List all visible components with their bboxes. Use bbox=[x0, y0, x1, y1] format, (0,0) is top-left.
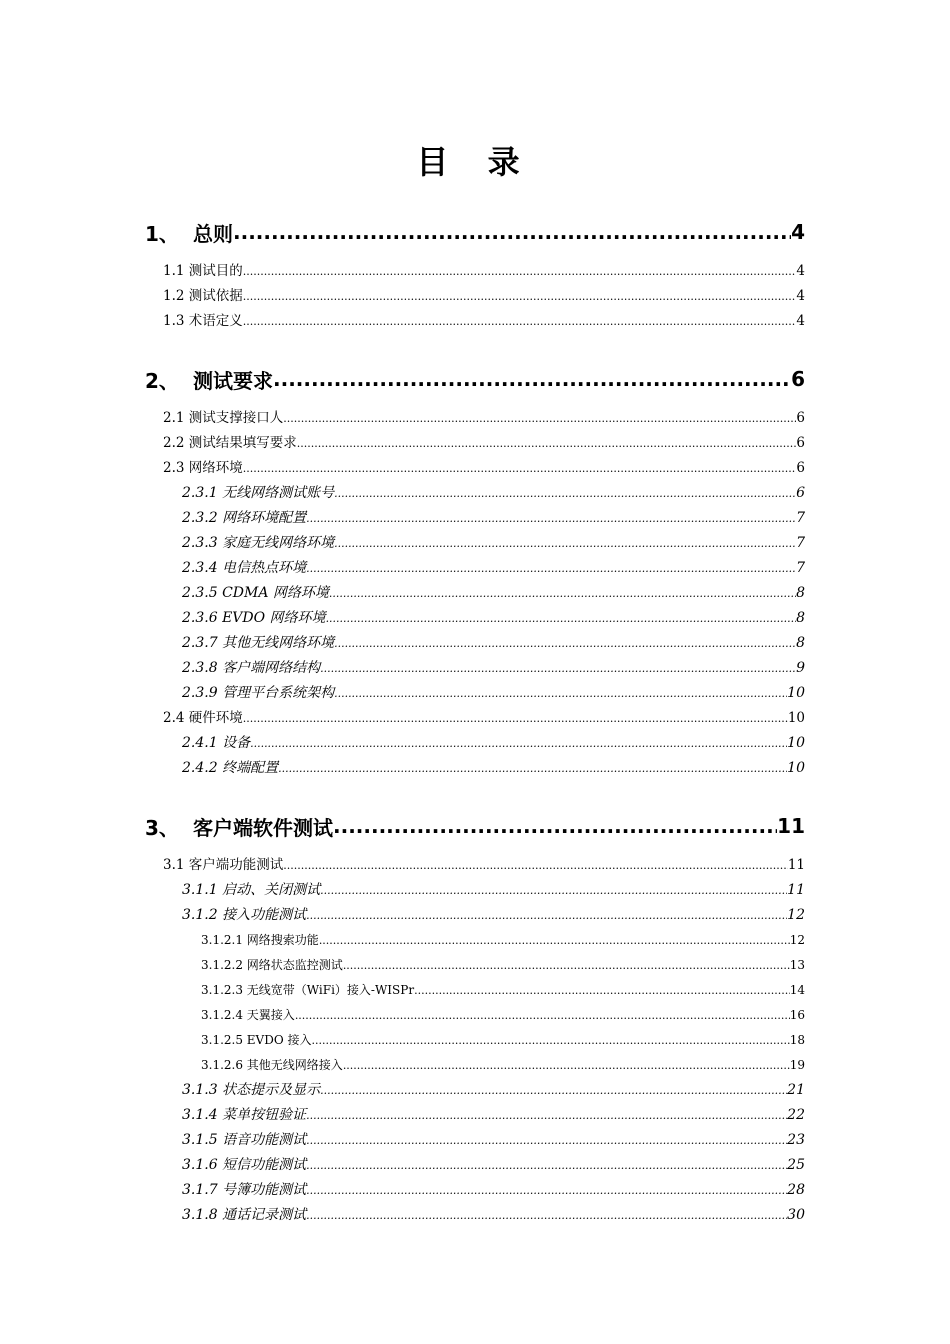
toc-title: 目 录 bbox=[416, 143, 534, 181]
toc-page-number: 28 bbox=[787, 1182, 805, 1198]
toc-dot-leader bbox=[334, 531, 796, 556]
toc-chapter-number: 3、 bbox=[145, 815, 179, 840]
toc-entry-label: 2.3.5 CDMA 网络环境 bbox=[182, 585, 329, 601]
toc-dot-leader bbox=[297, 431, 797, 456]
toc-page-number: 10 bbox=[787, 760, 805, 776]
toc-dot-leader bbox=[243, 309, 797, 334]
toc-page-number: 10 bbox=[787, 735, 805, 751]
toc-entry[interactable] bbox=[0, 1153, 950, 1178]
toc-page-number: 21 bbox=[787, 1082, 805, 1098]
toc-dot-leader bbox=[243, 456, 797, 481]
toc-chapter-entry[interactable] bbox=[0, 352, 950, 406]
toc-entry[interactable] bbox=[0, 1128, 950, 1153]
toc-entry-label: 1.3 术语定义 bbox=[163, 313, 243, 329]
toc-entry-label: 2.4.1 设备 bbox=[182, 735, 251, 751]
toc-entry-label: 3.1.2.4 天翼接入 bbox=[201, 1008, 295, 1022]
toc-entry[interactable] bbox=[0, 456, 950, 481]
toc-page-number: 8 bbox=[796, 635, 805, 651]
toc-entry[interactable] bbox=[0, 978, 950, 1003]
toc-page-number: 6 bbox=[796, 460, 805, 476]
toc-dot-leader bbox=[319, 928, 790, 953]
toc-chapter-title: 测试要求 bbox=[193, 368, 273, 393]
toc-dot-leader bbox=[326, 606, 797, 631]
toc-entry[interactable] bbox=[0, 1178, 950, 1203]
toc-page-number: 16 bbox=[789, 1008, 805, 1022]
toc-entry-label: 3.1.5 语音功能测试 bbox=[182, 1132, 307, 1148]
toc-entry[interactable] bbox=[0, 656, 950, 681]
toc-entry[interactable] bbox=[0, 481, 950, 506]
toc-page-number: 19 bbox=[789, 1058, 805, 1072]
toc-entry[interactable] bbox=[0, 1028, 950, 1053]
toc-page-number: 13 bbox=[789, 958, 805, 972]
toc-dot-leader bbox=[320, 656, 796, 681]
toc-entry-label: 3.1.6 短信功能测试 bbox=[182, 1157, 307, 1173]
toc-entry[interactable] bbox=[0, 531, 950, 556]
toc-entry-label: 2.3.6 EVDO 网络环境 bbox=[182, 610, 326, 626]
toc-dot-leader bbox=[243, 706, 788, 731]
toc-page-number: 4 bbox=[791, 220, 805, 244]
toc-dot-leader bbox=[306, 556, 796, 581]
toc-dot-leader bbox=[312, 1028, 790, 1053]
toc-page-number: 10 bbox=[787, 710, 805, 726]
toc-dot-leader bbox=[295, 1003, 790, 1028]
toc-entry[interactable] bbox=[0, 506, 950, 531]
toc-dot-leader bbox=[233, 220, 791, 244]
toc-page-number: 22 bbox=[787, 1107, 805, 1123]
toc-entry-label bbox=[145, 218, 233, 247]
toc-entry-label: 3.1.7 号簿功能测试 bbox=[182, 1182, 307, 1198]
toc-page-number: 11 bbox=[787, 882, 805, 898]
toc-dot-leader bbox=[306, 1203, 787, 1228]
toc-page-number: 8 bbox=[796, 610, 805, 626]
toc-page-number: 9 bbox=[796, 660, 805, 676]
toc-dot-leader bbox=[343, 953, 790, 978]
toc-page-number: 18 bbox=[789, 1033, 805, 1047]
toc-dot-leader bbox=[334, 481, 796, 506]
toc-entry-label: 2.3.4 电信热点环境 bbox=[182, 560, 307, 576]
toc-page-number: 7 bbox=[796, 560, 805, 576]
toc-entry[interactable] bbox=[0, 878, 950, 903]
toc-entry-label: 3.1.8 通话记录测试 bbox=[182, 1207, 307, 1223]
toc-dot-leader bbox=[306, 1153, 787, 1178]
toc-dot-leader bbox=[329, 581, 796, 606]
toc-entry-label: 2.3.8 客户端网络结构 bbox=[182, 660, 321, 676]
toc-entry-label: 2.3 网络环境 bbox=[163, 460, 243, 476]
toc-entry[interactable] bbox=[0, 1003, 950, 1028]
toc-page-number: 6 bbox=[796, 410, 805, 426]
toc-entry-label: 1.1 测试目的 bbox=[163, 263, 243, 279]
toc-entry-label bbox=[145, 812, 333, 841]
toc-dot-leader bbox=[334, 681, 787, 706]
toc-entry-label: 3.1.2.5 EVDO 接入 bbox=[201, 1033, 312, 1047]
toc-dot-leader bbox=[306, 1178, 787, 1203]
toc-entry[interactable] bbox=[0, 581, 950, 606]
toc-page-number: 7 bbox=[796, 510, 805, 526]
toc-list bbox=[0, 205, 950, 1228]
toc-page-number: 4 bbox=[796, 263, 805, 279]
toc-dot-leader bbox=[283, 853, 788, 878]
toc-dot-leader bbox=[306, 1128, 787, 1153]
toc-entry[interactable] bbox=[0, 309, 950, 334]
toc-entry[interactable] bbox=[0, 731, 950, 756]
toc-entry-label: 2.1 测试支撑接口人 bbox=[163, 410, 284, 426]
toc-entry-label: 1.2 测试依据 bbox=[163, 288, 243, 304]
toc-entry[interactable] bbox=[0, 606, 950, 631]
toc-page-number: 8 bbox=[796, 585, 805, 601]
toc-page-number: 23 bbox=[787, 1132, 805, 1148]
toc-entry-label: 3.1.1 启动、关闭测试 bbox=[182, 882, 321, 898]
toc-dot-leader bbox=[414, 978, 790, 1003]
toc-entry[interactable] bbox=[0, 1203, 950, 1228]
toc-entry[interactable] bbox=[0, 284, 950, 309]
toc-dot-leader bbox=[320, 878, 787, 903]
toc-entry[interactable] bbox=[0, 556, 950, 581]
toc-dot-leader bbox=[320, 1078, 787, 1103]
toc-entry-label: 2.3.2 网络环境配置 bbox=[182, 510, 307, 526]
toc-entry[interactable] bbox=[0, 706, 950, 731]
toc-page-number: 7 bbox=[796, 535, 805, 551]
toc-page-number: 4 bbox=[796, 313, 805, 329]
toc-page-number: 6 bbox=[796, 485, 805, 501]
toc-entry[interactable] bbox=[0, 853, 950, 878]
toc-entry-label: 3.1.4 菜单按钮验证 bbox=[182, 1107, 307, 1123]
toc-entry[interactable] bbox=[0, 756, 950, 781]
toc-dot-leader bbox=[243, 284, 797, 309]
toc-dot-leader bbox=[334, 631, 796, 656]
toc-dot-leader bbox=[273, 367, 791, 391]
toc-entry-label: 2.3.9 管理平台系统架构 bbox=[182, 685, 335, 701]
toc-entry-label: 3.1.2.6 其他无线网络接入 bbox=[201, 1058, 343, 1072]
toc-dot-leader bbox=[278, 756, 787, 781]
toc-page-number: 14 bbox=[789, 983, 805, 997]
toc-entry-label: 3.1.3 状态提示及显示 bbox=[182, 1082, 321, 1098]
toc-entry[interactable] bbox=[0, 1103, 950, 1128]
toc-dot-leader bbox=[243, 259, 797, 284]
toc-page-number: 11 bbox=[777, 814, 805, 838]
toc-entry-label: 3.1.2.1 网络搜索功能 bbox=[201, 933, 319, 947]
toc-dot-leader bbox=[306, 903, 787, 928]
toc-page-number: 30 bbox=[787, 1207, 805, 1223]
toc-entry[interactable] bbox=[0, 681, 950, 706]
toc-entry-label: 3.1 客户端功能测试 bbox=[163, 857, 284, 873]
toc-entry-label: 2.4 硬件环境 bbox=[163, 710, 243, 726]
toc-page-number: 25 bbox=[787, 1157, 805, 1173]
toc-chapter-entry[interactable] bbox=[0, 799, 950, 853]
toc-page-number: 11 bbox=[787, 857, 805, 873]
toc-entry-label: 2.2 测试结果填写要求 bbox=[163, 435, 297, 451]
toc-entry-label: 2.3.1 无线网络测试账号 bbox=[182, 485, 335, 501]
toc-entry[interactable] bbox=[0, 928, 950, 953]
toc-dot-leader bbox=[250, 731, 787, 756]
toc-page-number: 10 bbox=[787, 685, 805, 701]
toc-entry-label: 2.4.2 终端配置 bbox=[182, 760, 279, 776]
toc-entry[interactable] bbox=[0, 1053, 950, 1078]
toc-page-number: 4 bbox=[796, 288, 805, 304]
toc-dot-leader bbox=[333, 814, 777, 838]
toc-entry[interactable] bbox=[0, 406, 950, 431]
toc-entry[interactable] bbox=[0, 431, 950, 456]
toc-entry[interactable] bbox=[0, 1078, 950, 1103]
toc-entry-label: 3.1.2.2 网络状态监控测试 bbox=[201, 958, 343, 972]
toc-dot-leader bbox=[283, 406, 796, 431]
toc-chapter-title: 客户端软件测试 bbox=[193, 815, 333, 840]
toc-chapter-entry[interactable] bbox=[0, 205, 950, 259]
toc-entry-label bbox=[145, 365, 273, 394]
toc-chapter-number: 2、 bbox=[145, 368, 179, 393]
toc-entry[interactable] bbox=[0, 259, 950, 284]
toc-entry-label: 2.3.3 家庭无线网络环境 bbox=[182, 535, 335, 551]
toc-page-number: 12 bbox=[789, 933, 805, 947]
toc-entry-label: 3.1.2.3 无线宽带（WiFi）接入-WISPr bbox=[201, 983, 415, 997]
toc-entry-label: 2.3.7 其他无线网络环境 bbox=[182, 635, 335, 651]
toc-dot-leader bbox=[343, 1053, 790, 1078]
toc-page-number: 12 bbox=[787, 907, 805, 923]
toc-page-number: 6 bbox=[791, 367, 805, 391]
toc-entry-label: 3.1.2 接入功能测试 bbox=[182, 907, 307, 923]
toc-entry[interactable] bbox=[0, 631, 950, 656]
toc-entry[interactable] bbox=[0, 903, 950, 928]
toc-chapter-number: 1、 bbox=[145, 221, 179, 246]
toc-entry[interactable] bbox=[0, 953, 950, 978]
toc-dot-leader bbox=[306, 506, 796, 531]
toc-chapter-title: 总则 bbox=[193, 221, 233, 246]
toc-dot-leader bbox=[306, 1103, 787, 1128]
toc-page-number: 6 bbox=[796, 435, 805, 451]
